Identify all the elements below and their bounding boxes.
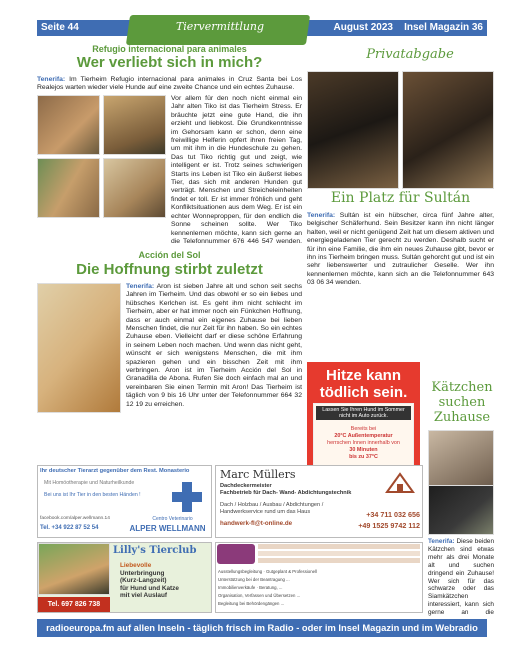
heat-line: bis zu 37°C (349, 454, 378, 460)
lilly-text-line: Liebevolle (120, 562, 152, 569)
page-number: Seite 44 (41, 22, 79, 33)
service-item: Organisation, Verfassen und Übersetzen ... (218, 593, 301, 598)
service-banner-strip (258, 551, 420, 556)
roofer-sub1: Dachdeckermeister (220, 483, 272, 489)
service-item: Ausstellungsbegleitung · Gutgeplant & Professionell (218, 569, 317, 574)
heat-warning-title: Hitze kann tödlich sein. (319, 367, 408, 401)
roofer-sub2: Fachbetrieb für Dach- Wand- Abdichtungstechnik (220, 490, 352, 496)
article1-body: Vor allem für den noch nicht einmal ein Jahr alten Tiko ist das Tierheim Stress. Er bräuchte jetzt eine gute Hand, die ihn erzieht und liebkost. Die Grundkenntnisse im Gehorsam kann er schon, denn eine freiwillige Helferin opfert ihren freien Tag, um mit ihm in die Hundeschule zu gehen. Das tut Tiko richtig gut und zeigt, wie intelligent er ist. Trotz seines schwierigen Starts ins Leben ist Tiko ein äußerst liebes Tier, das sich mit anderen Hunden gut verträgt. Menschen und Streicheleinheiten findet er toll. Er ist immer fröhlich und geht Konfliktsituationen aus dem Weg. Er ist ein echter Wonneproppen, für den endlich die Sonne scheinen sollte. Wer Tiko kennenlernen möchte, kann sich gerne an die Telefonnummer 676 446 547 wenden. (171, 95, 302, 245)
dog-photo-2 (103, 95, 166, 155)
lilly-text-line: mit viel Auslauf (120, 592, 167, 600)
article3-body (307, 212, 494, 296)
article1-lead-text: Im Tierheim Refugio internacional para animales in Cruz Santa bei Los Realejos warten wieder viele Hunde auf eine zweite Chance und ein echtes Zuhause. (37, 76, 303, 92)
sultan-photo-2 (402, 71, 494, 189)
article1-lead-label: Tenerifa: (37, 76, 66, 83)
roofer-phone1: +34 711 032 656 (366, 510, 420, 519)
article4-body-text: Diese beiden Kätzchen sind etwas mehr als drei Monate alt und suchen dringend ein Zuhause! Wer sich für das schwarze oder das Siamkätzchen interessiert, kann sich gerne an die (428, 538, 494, 616)
footer-text: radioeuropa.fm auf allen Inseln - täglich frisch im Radio - oder im Insel Magazin und im Webradio (46, 622, 478, 633)
vet-ad-line1: Ihr deutscher Tierarzt gegenüber dem Rest. Monasterio (40, 468, 190, 474)
vet-ad-line3: Bei uns ist Ihr Tier in den besten Händen ! (44, 492, 141, 498)
vet-ad-tel: Tel. +34 922 87 52 54 (40, 525, 99, 531)
lilly-photo (38, 543, 110, 595)
section-title: Tiervermittlung (175, 20, 265, 33)
heat-line: Bereits bei (350, 426, 377, 432)
dog-photo-4 (103, 158, 166, 218)
heat-warning-lines (318, 426, 409, 461)
service-banner-strip (258, 558, 420, 563)
roofer-line3: Dach / Holzbau / Ausbau / Abdichtungen / (220, 502, 324, 508)
heat-line: 20°C Außentemperatur (334, 433, 393, 439)
kitten-photo-black (428, 485, 494, 535)
vet-ad-facebook: facebook.com/alper.wellmann.14 (40, 516, 110, 521)
article2-body-text: Aron ist sieben Jahre alt und schon seit sechs Jahren im Tierheim. Und das obwohl er so ein liebes und hübsches Kerlchen ist. Es geht ihm nicht schlecht im Tierheim, aber er hat immer noch ein Fünkchen Hoffnung, dass er auch einmal ein eigenes Zuhause bei lieben Menschen findet, die nur Zeit für ihn haben. So ein echtes Zuhause eben. Vielleicht darf er diese schöne Erfahrung in seinem Leben noch machen. Und wenn das nicht geht, wünscht er sich wenigstens Menschen, die mit ihm spazieren gehen und ein bisschen Zeit mit ihm verbringen. Aron ist im Tierheim Acción del Sol in Granadilla de Abona. Rufen Sie doch einfach mal an und vereinbaren Sie einen Termin mit Aron! Das Tierheim ist täglich von 9 bis 16 Uhr unter der Telefonnummer 664 32 12 19 zu erreichen. (126, 283, 302, 408)
roof-logo-icon (385, 470, 415, 494)
roofer-phone2: +49 1525 9742 112 (358, 521, 420, 530)
article3-lead-label: Tenerifa: (307, 212, 336, 219)
service-list (218, 568, 420, 608)
article2-kicker: Acción del Sol (138, 250, 201, 260)
article2-title: Die Hoffnung stirbt zuletzt (76, 261, 263, 278)
vet-ad-line2: Mit Homöotherapie und Naturheilkunde (44, 480, 135, 486)
lilly-title: Lilly's Tierclub (113, 545, 197, 556)
article4-title: Kätzchen suchen Zuhause (431, 380, 493, 425)
issue-info: August 2023 Insel Magazin 36 (333, 22, 483, 33)
service-item: Immobilienverkäufe · Beratung, ... (218, 585, 283, 590)
service-banner-strip (258, 544, 420, 549)
dog-photo-3 (37, 158, 100, 218)
article1-title: Wer verliebt sich in mich? (76, 54, 263, 71)
lilly-text-line: für Hund und Katze (120, 584, 179, 592)
heat-warning-caption: Lassen Sie Ihren Hund im Sommer nicht im Auto zurück. (316, 406, 411, 420)
article2-body (126, 283, 302, 458)
article4-body (428, 538, 494, 616)
lilly-text (120, 562, 208, 600)
heat-line: 30 Minuten (349, 447, 378, 453)
article3-kicker: Privatabgabe (330, 47, 490, 69)
article3-title: Ein Platz für Sultán (330, 190, 471, 206)
heat-line: herrschen Innen innerhalb von (327, 440, 400, 446)
article3-body-text: Sultán ist ein hübscher, circa fünf Jahre alter, belgischer Schäferhund. Sein Besitzer kann ihn nicht länger halten, weil er nicht genügend Zeit hat um diesem aktiven und energiegeladenen Tier gerecht zu werden. Deshalb sucht er für ihn eine Familie, die ihm ein neues Zuhause gibt, bevor er ihn ins Tierheim bringen muss. Sultán gehorcht gut und ist ein sehr liebenswerter und zutraulicher Geselle. Wer ihn kennenlernen möchte, kann sich an die Telefonnummer 643 03 06 34 wenden. (307, 212, 494, 287)
lilly-text-line: (Kurz-Langzeit) (120, 577, 167, 585)
article4-lead-label: Tenerifa: (428, 538, 455, 545)
article1-lead (37, 76, 302, 93)
service-item: Begleitung bei Behördengängen ... (218, 601, 285, 606)
roofer-name: Marc Müllers (220, 468, 296, 481)
service-logo (217, 544, 255, 564)
vet-logo-icon (172, 480, 202, 512)
article1-kicker: Refugio internacional para animales (92, 44, 247, 54)
article2-lead-label: Tenerifa: (126, 283, 155, 290)
lilly-text-line: Unterbringung (120, 569, 165, 577)
lilly-tel: Tel. 697 826 738 (38, 597, 110, 612)
vet-ad-brand: ALPER WELLMANN (129, 524, 206, 533)
vet-ad-brand-small: Centro Veterinario (152, 516, 193, 522)
aron-photo (37, 283, 121, 413)
roofer-email: handwerk-fl@t-online.de (220, 520, 293, 527)
sultan-photo-1 (307, 71, 399, 189)
dog-photo-1 (37, 95, 100, 155)
service-item: Unterstützung bei der Beantragung ... (218, 577, 290, 582)
roofer-line4: Handwerkservice rund um das Haus (220, 509, 311, 515)
